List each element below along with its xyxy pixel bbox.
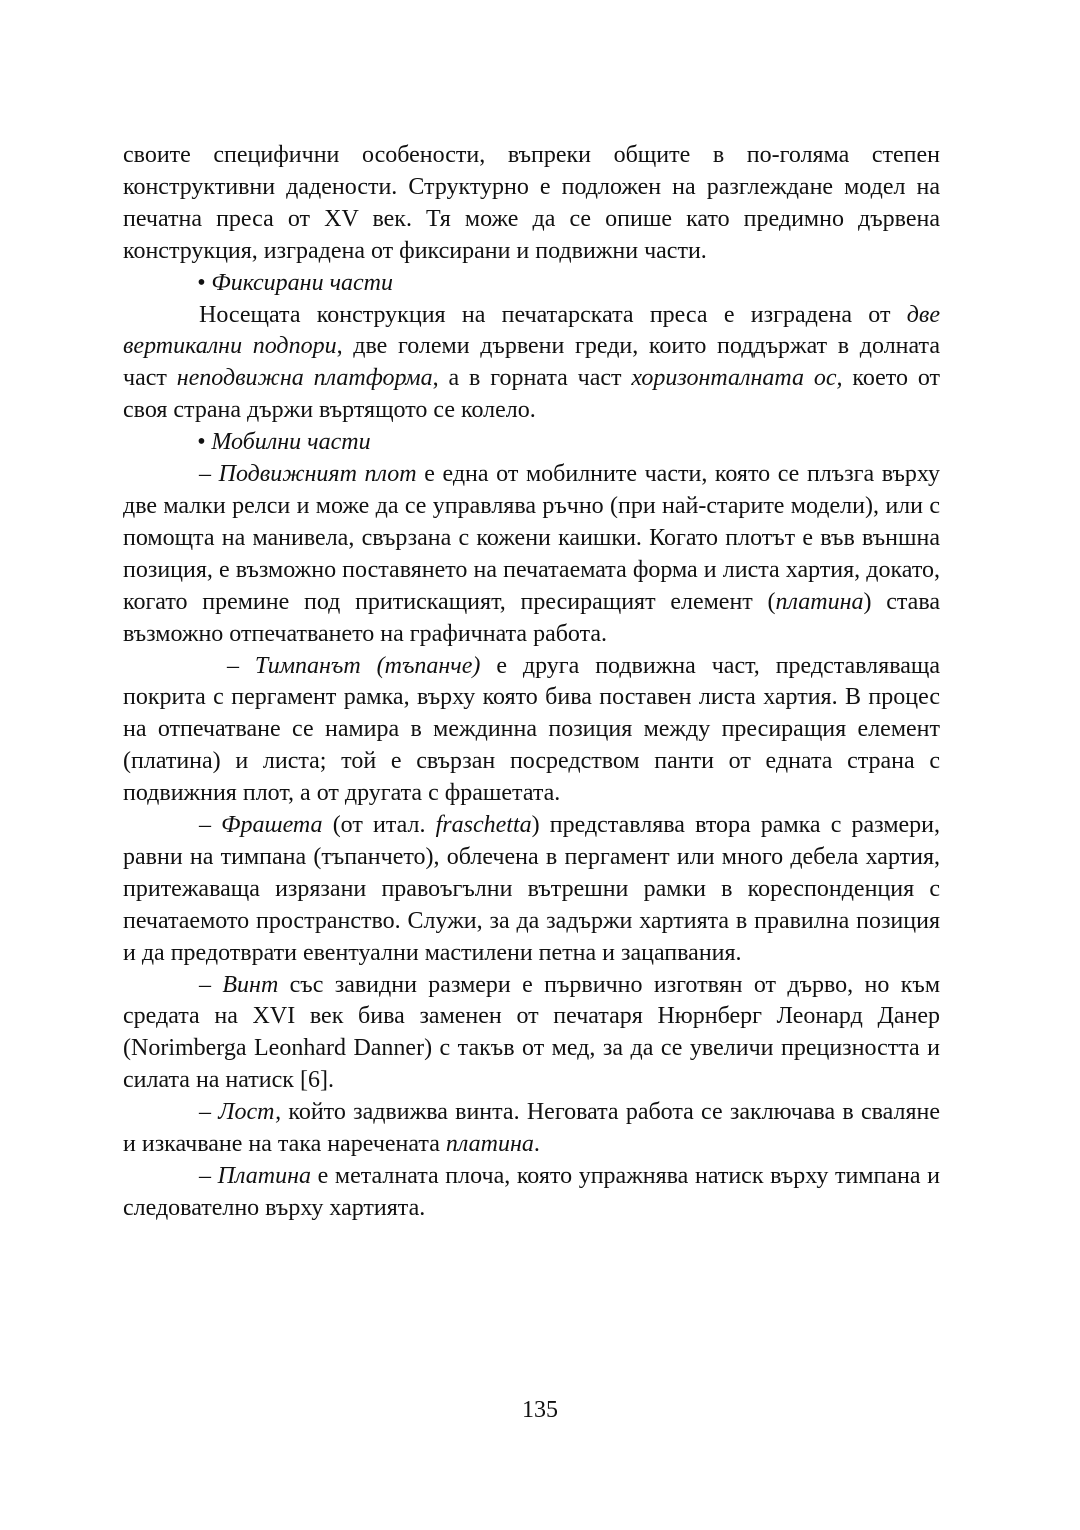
text-run: Носещата конструкция на печатарската преса е изградена от	[199, 301, 907, 328]
term-screw: Винт	[222, 971, 279, 998]
text-run: ) става възможно отпечатването на графичната работа.	[123, 588, 940, 647]
term-platen: платина	[445, 1131, 534, 1158]
text-run: ) представлява втора рамка с размери, равни на тимпана (тъпанчето), облечена в пергамент или много дебела хартия, притежаваща изрязани правоъгълни вътрешни рамки в кореспонденция с печатаемото пространство. Служи, за да задържи хартията в правилна позиция и да предотврати евентуални мастилени петна и зацапвания.	[123, 812, 940, 966]
frisket-paragraph	[123, 810, 940, 970]
text-run: който задвижва винта. Неговата работа се заключава в сваляне и изкачване на така наречената	[123, 1099, 940, 1158]
term-fraschetta: fraschetta	[435, 812, 532, 839]
text-run: е друга подвижна част, представляваща покрита с пергамент рамка, върху която бива поставен листа хартия. В процес на отпечатване се намира в междинна позиция между пресиращия елемент (платина) и листа; той е свързан посредством панти от едната страна с подвижния плот, а от другата с фрашетата.	[123, 652, 940, 807]
intro-paragraph: своите специфични особености, въпреки общите в по-голяма степен конструктивни дадености. Структурно е подложен на разглеждане модел на печатна преса от XV век. Тя може да се опише като предимно дървена конструкция, изградена от фиксирани и подвижни части.	[123, 142, 940, 264]
page-number: 135	[522, 1397, 558, 1423]
term-tympan: Тимпанът (тъпанче)	[254, 652, 481, 679]
text-run: (от итал.	[322, 812, 436, 839]
text-run: , а в горната част	[432, 365, 632, 392]
text-run: е една от мобилните части, която се плъзга върху две малки релси и може да се управлява ръчно (при най-старите модели), или с помощта на манивела, свързана с кожени каишки. Когато плотът е във външна позиция, е възможно поставянето на печатаемата форма и листа хартия, докато, когато премине под притискащият, пресиращият елемент (	[123, 461, 940, 615]
page-body	[123, 140, 940, 1225]
dash: –	[199, 812, 222, 839]
dash: –	[199, 971, 223, 998]
text-run: е металната плоча, която упражнява натиск върху тимпана и следователно върху хартията.	[123, 1163, 940, 1221]
text-run: .	[533, 1131, 540, 1158]
term-fixed-platform: неподвижна платформа	[176, 365, 433, 392]
term-platen: Платина	[217, 1163, 311, 1189]
term-vertical-supports: две вертикални подпори	[123, 301, 940, 360]
text-run: което от своя страна държи въртящото се колело.	[123, 365, 941, 424]
lever-paragraph	[123, 1097, 940, 1161]
term-lever: Лост,	[218, 1099, 282, 1126]
fixed-parts-heading: • Фиксирани части	[197, 269, 394, 296]
term-platen: платина	[775, 588, 864, 615]
dash: –	[199, 1099, 219, 1126]
mobile-parts-heading: • Мобилни части	[197, 429, 371, 456]
tympan-paragraph	[123, 651, 940, 811]
dash: –	[199, 461, 219, 488]
term-frisket: Фрашета	[221, 812, 323, 839]
screw-paragraph	[123, 970, 940, 1098]
text-run: със завидни размери е първично изготвян от дърво, но към средата на XVI век бива заменен от печатаря Нюрнберг Леонард Данер (Norimberga Leonhard Danner) с такъв от мед, за да се увеличи прецизността и силата на натиск [6].	[123, 971, 941, 1094]
fixed-parts-paragraph	[123, 300, 940, 428]
moving-bed-paragraph	[123, 459, 940, 650]
dash: –	[227, 652, 255, 679]
term-horizontal-axis: хоризонталната ос,	[631, 365, 843, 392]
platen-paragraph	[123, 1161, 940, 1225]
dash: –	[199, 1163, 218, 1189]
text-run: , две големи дървени греди, които поддържат в долната част	[123, 333, 940, 392]
term-moving-bed: Подвижният плот	[218, 461, 417, 488]
